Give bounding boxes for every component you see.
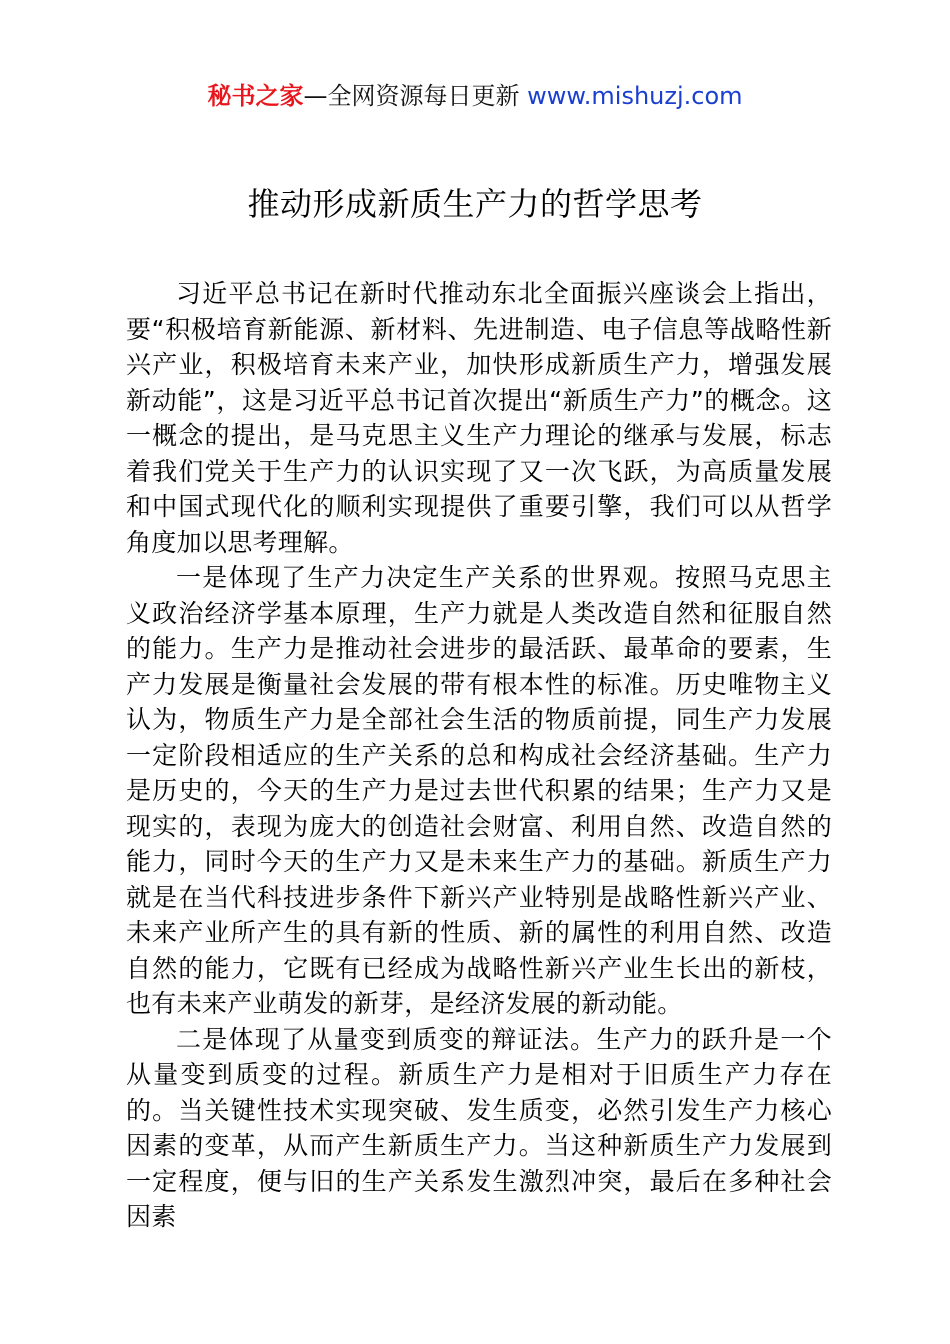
- paragraph-point-two: 二是体现了从量变到质变的辩证法。生产力的跃升是一个从量变到质变的过程。新质生产力是相对于旧质生产力存在的。当关键性技术实现突破、发生质变，必然引发生产力核心因素的变革，从而产生新质生产力。当这种新质生产力发展到一定程度，便与旧的生产关系发生激烈冲突，最后在多种社会因素: [126, 1024, 832, 1231]
- site-url-link[interactable]: www.mishuzj.com: [527, 82, 743, 110]
- brand-name: 秘书之家: [207, 82, 304, 110]
- paragraph-intro: 习近平总书记在新时代推动东北全面振兴座谈会上指出，要“积极培育新能源、新材料、先进制造、电子信息等战略性新兴产业，积极培育未来产业，加快形成新质生产力，增强发展新动能”，这是习近平总书记首次提出“新质生产力”的概念。这一概念的提出，是马克思主义生产力理论的继承与发展，标志着我们党关于生产力的认识实现了又一次飞跃，为高质量发展和中国式现代化的顺利实现提供了重要引擎，我们可以从哲学角度加以思考理解。: [126, 279, 832, 557]
- document-body: [126, 276, 832, 1235]
- header-tagline: —全网资源每日更新: [303, 82, 528, 110]
- site-header: [0, 80, 950, 112]
- paragraph-point-one: 一是体现了生产力决定生产关系的世界观。按照马克思主义政治经济学基本原理，生产力就是人类改造自然和征服自然的能力。生产力是推动社会进步的最活跃、最革命的要素，生产力发展是衡量社会发展的带有根本性的标准。历史唯物主义认为，物质生产力是全部社会生活的物质前提，同生产力发展一定阶段相适应的生产关系的总和构成社会经济基础。生产力是历史的，今天的生产力是过去世代积累的结果；生产力又是现实的，表现为庞大的创造社会财富、利用自然、改造自然的能力，同时今天的生产力又是未来生产力的基础。新质生产力就是在当代科技进步条件下新兴产业特别是战略性新兴产业、未来产业所产生的具有新的性质、新的属性的利用自然、改造自然的能力，它既有已经成为战略性新兴产业生长出的新枝，也有未来产业萌发的新芽，是经济发展的新动能。: [126, 563, 832, 1018]
- document-title: 推动形成新质生产力的哲学思考: [247, 185, 703, 223]
